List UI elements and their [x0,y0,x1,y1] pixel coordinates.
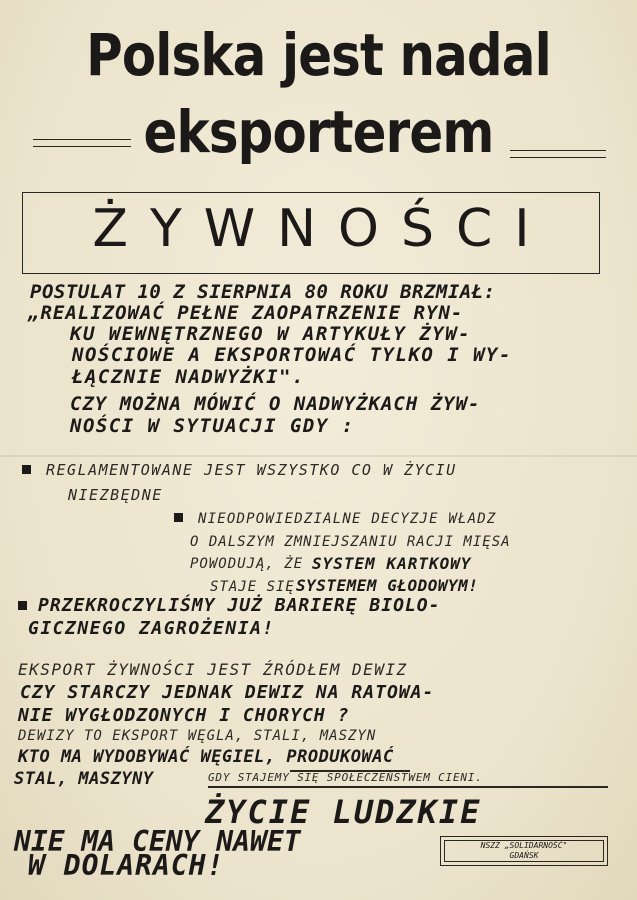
bullet1-line: NIEZBĘDNE [68,486,163,504]
export-line: CZY STARCZY JEDNAK DEWIZ NA RATOWA- [20,682,435,703]
bullet2-emphasis: SYSTEMEM GŁODOWYM! [296,576,479,595]
bullet-icon [22,465,31,474]
intro-line: POSTULAT 10 Z SIERPNIA 80 ROKU BRZMIAŁ: [30,281,496,303]
export-line: EKSPORT ŻYWNOŚCI JEST ŹRÓDŁEM DEWIZ [18,660,408,679]
bullet1-line: REGLAMENTOWANE JEST WSZYSTKO CO W ŻYCIU [46,461,457,479]
export-line: GDY STAJEMY SIĘ SPOŁECZEŃSTWEM CIENI. [208,771,483,784]
bullet-icon [174,513,183,522]
underline [208,786,608,788]
bullet2-line: NIEODPOWIEDZIALNE DECYZJE WŁADZ [198,511,497,527]
bullet3-line: PRZEKROCZYLIŚMY JUŻ BARIERĘ BIOLO- [38,595,441,616]
title-rule-right [510,150,606,158]
export-line: STAL, MASZYNY [14,769,154,789]
intro-line: NOŚCIOWE A EKSPORTOWAĆ TYLKO I WY- [72,344,512,366]
closing-line: NIE MA CENY NAWET [14,825,301,858]
bullet2-emphasis: SYSTEM KARTKOWY [312,554,472,573]
stamp-text: NSZZ „SOLIDARNOŚĆ" [480,841,568,850]
title-box [22,192,600,274]
paper-fold [0,455,637,457]
solidarnosc-stamp [440,836,608,866]
stamp-text: GDAŃSK [509,851,539,860]
poster-title-line1: Polska jest nadal [86,21,551,89]
bullet2-line: O DALSZYM ZMNIEJSZANIU RACJI MIĘSA [190,534,511,550]
intro-line: NOŚCI W SYTUACJI GDY : [70,415,355,437]
closing-line: W DOLARACH! [28,849,225,882]
bullet3-line: GICZNEGO ZAGROŻENIA! [28,618,275,639]
export-line: DEWIZY TO EKSPORT WĘGLA, STALI, MASZYN [18,728,377,744]
intro-line: „REALIZOWAĆ PEŁNE ZAOPATRZENIE RYN- [28,302,464,324]
intro-line: KU WEWNĘTRZNEGO W ARTYKUŁY ŻYW- [70,323,472,345]
export-line: NIE WYGŁODZONYCH I CHORYCH ? [18,705,350,726]
closing-headline: ŻYCIE LUDZKIE [205,793,482,831]
title-boxed-word: ŻYWNOŚCI [92,199,552,259]
export-line: KTO MA WYDOBYWAĆ WĘGIEL, PRODUKOWAĆ [18,747,394,767]
poster-title-line2: eksporterem [143,98,494,166]
bullet-icon [18,601,27,610]
bullet2-line: STAJE SIĘ [210,579,295,595]
intro-line: ŁĄCZNIE NADWYŻKI". [72,366,305,388]
intro-line: CZY MOŻNA MÓWIĆ O NADWYŻKACH ŻYW- [70,393,481,415]
bullet2-line: POWODUJĄ, ŻE [190,556,304,572]
